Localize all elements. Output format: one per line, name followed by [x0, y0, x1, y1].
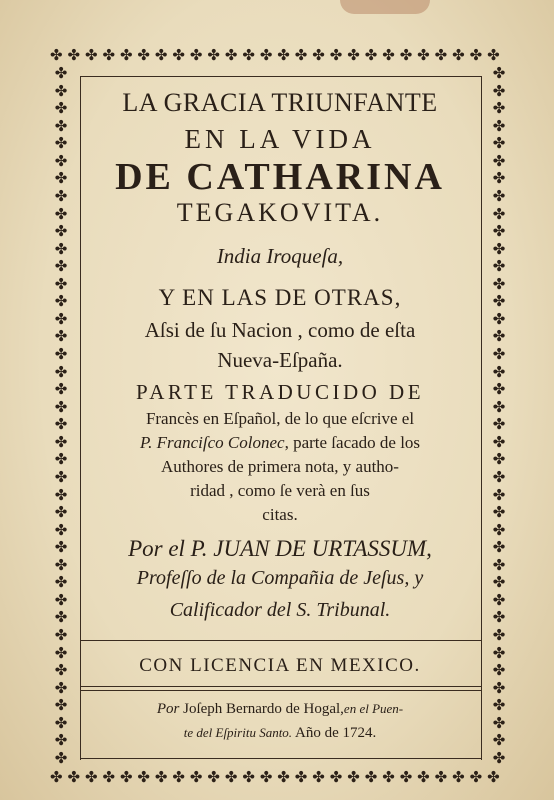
fleuron-ornament-icon: ✤	[67, 767, 81, 786]
subtitle-line-1: Y EN LAS DE OTRAS,	[158, 285, 402, 310]
fleuron-ornament-icon: ✤	[54, 380, 68, 399]
fleuron-ornament-icon: ✤	[207, 45, 220, 64]
fleuron-ornament-icon: ✤	[102, 767, 116, 786]
fleuron-ornament-icon: ✤	[492, 397, 506, 416]
fleuron-ornament-icon: ✤	[154, 45, 168, 64]
fleuron-ornament-icon: ✤	[54, 626, 68, 644]
title-line-4: TEGAKOVITA.	[176, 198, 384, 227]
fleuron-ornament-icon: ✤	[492, 696, 506, 715]
description-line-3: Authores de primera nota, y autho-	[161, 457, 399, 476]
fleuron-ornament-icon: ✤	[492, 169, 506, 188]
fleuron-ornament-icon: ✤	[492, 731, 506, 750]
title-line-1: LA GRACIA TRIUNFANTE	[122, 88, 438, 117]
fleuron-ornament-icon: ✤	[492, 415, 506, 434]
fleuron-ornament-icon: ✤	[207, 767, 220, 786]
fleuron-ornament-icon: ✤	[492, 222, 506, 241]
fleuron-ornament-icon: ✤	[224, 45, 238, 64]
author-line-2: Profeſſo de la Compañia de Jeſus, y	[136, 567, 424, 589]
fleuron-ornament-icon: ✤	[54, 520, 68, 539]
fleuron-ornament-icon: ✤	[492, 643, 506, 662]
rule-above-license	[80, 640, 482, 641]
fleuron-ornament-icon: ✤	[277, 45, 290, 64]
fleuron-ornament-icon: ✤	[492, 239, 506, 258]
fleuron-ornament-icon: ✤	[492, 362, 506, 381]
description-line-2	[82, 434, 478, 451]
fleuron-ornament-icon: ✤	[54, 573, 68, 592]
fleuron-ornament-icon: ✤	[347, 45, 360, 64]
fleuron-ornament-icon: ✤	[54, 99, 68, 118]
fleuron-ornament-icon: ✤	[54, 678, 68, 697]
fleuron-ornament-icon: ✤	[102, 45, 116, 64]
fleuron-ornament-icon: ✤	[137, 767, 150, 786]
fleuron-ornament-icon: ✤	[452, 767, 465, 786]
fleuron-ornament-icon: ✤	[84, 767, 98, 786]
ornament-border-right	[488, 66, 510, 766]
fleuron-ornament-icon: ✤	[54, 66, 68, 82]
fleuron-ornament-icon: ✤	[54, 590, 68, 609]
fleuron-ornament-icon: ✤	[492, 66, 506, 82]
imprint-place-1: en el Puen-	[343, 701, 404, 716]
fleuron-ornament-icon: ✤	[492, 713, 506, 732]
fleuron-ornament-icon: ✤	[277, 767, 290, 786]
fleuron-ornament-icon: ✤	[492, 116, 506, 135]
fleuron-ornament-icon: ✤	[294, 45, 308, 64]
fleuron-ornament-icon: ✤	[347, 767, 360, 786]
imprint-por: Por	[156, 701, 180, 717]
fleuron-ornament-icon: ✤	[492, 204, 506, 223]
subtitle-india: India Iroqueſa,	[216, 244, 344, 268]
fleuron-ornament-icon: ✤	[492, 748, 506, 766]
fleuron-ornament-icon: ✤	[434, 45, 448, 64]
fleuron-ornament-icon: ✤	[154, 767, 168, 786]
fleuron-ornament-icon: ✤	[492, 345, 506, 363]
fleuron-ornament-icon: ✤	[54, 257, 68, 276]
page-stain	[340, 0, 430, 14]
fleuron-ornament-icon: ✤	[492, 186, 506, 205]
fleuron-ornament-icon: ✤	[399, 45, 413, 64]
fleuron-ornament-icon: ✤	[492, 151, 506, 170]
fleuron-ornament-icon: ✤	[54, 748, 68, 766]
description-line-5: citas.	[262, 505, 298, 524]
fleuron-ornament-icon: ✤	[487, 767, 500, 786]
author-line-3: Calificador del S. Tribunal.	[169, 599, 391, 621]
fleuron-ornament-icon: ✤	[492, 309, 506, 328]
fleuron-ornament-icon: ✤	[67, 45, 81, 64]
fleuron-ornament-icon: ✤	[492, 608, 506, 627]
fleuron-ornament-icon: ✤	[294, 767, 308, 786]
fleuron-ornament-icon: ✤	[54, 292, 68, 311]
imprint-year: Año de 1724.	[295, 725, 377, 741]
license-line: CON LICENCIA EN MEXICO.	[139, 655, 421, 676]
fleuron-ornament-icon: ✤	[54, 713, 68, 732]
fleuron-ornament-icon: ✤	[54, 467, 68, 486]
fleuron-ornament-icon: ✤	[54, 432, 68, 451]
fleuron-ornament-icon: ✤	[54, 169, 68, 188]
fleuron-ornament-icon: ✤	[382, 767, 395, 786]
fleuron-ornament-icon: ✤	[312, 767, 325, 786]
fleuron-ornament-icon: ✤	[84, 45, 98, 64]
fleuron-ornament-icon: ✤	[54, 274, 68, 293]
fleuron-ornament-icon: ✤	[492, 99, 506, 118]
imprint-line-1	[82, 702, 478, 717]
fleuron-ornament-icon: ✤	[224, 767, 238, 786]
fleuron-ornament-icon: ✤	[469, 767, 483, 786]
fleuron-ornament-icon: ✤	[54, 327, 68, 346]
fleuron-ornament-icon: ✤	[54, 186, 68, 205]
fleuron-ornament-icon: ✤	[364, 767, 378, 786]
fleuron-ornament-icon: ✤	[54, 309, 68, 328]
fleuron-ornament-icon: ✤	[54, 555, 68, 574]
fleuron-ornament-icon: ✤	[54, 485, 68, 504]
fleuron-ornament-icon: ✤	[54, 204, 68, 223]
fleuron-ornament-icon: ✤	[54, 151, 68, 170]
fleuron-ornament-icon: ✤	[492, 327, 506, 346]
fleuron-ornament-icon: ✤	[54, 608, 68, 627]
fleuron-ornament-icon: ✤	[54, 503, 68, 522]
fleuron-ornament-icon: ✤	[492, 520, 506, 539]
description-line-1: Francès en Eſpañol, de lo que eſcrive el	[145, 409, 415, 428]
fleuron-ornament-icon: ✤	[492, 626, 506, 644]
fleuron-ornament-icon: ✤	[242, 45, 255, 64]
fleuron-ornament-icon: ✤	[452, 45, 465, 64]
fleuron-ornament-icon: ✤	[50, 767, 63, 786]
fleuron-ornament-icon: ✤	[119, 45, 133, 64]
title-line-2: EN LA VIDA	[184, 124, 376, 154]
ornament-border-top	[50, 44, 500, 66]
fleuron-ornament-icon: ✤	[54, 345, 68, 363]
fleuron-ornament-icon: ✤	[492, 292, 506, 311]
fleuron-ornament-icon: ✤	[54, 81, 68, 100]
fleuron-ornament-icon: ✤	[137, 45, 150, 64]
fleuron-ornament-icon: ✤	[492, 538, 506, 557]
imprint-place-2: te del Eſpiritu Santo.	[183, 725, 293, 740]
fleuron-ornament-icon: ✤	[492, 450, 506, 469]
fleuron-ornament-icon: ✤	[492, 503, 506, 522]
title-line-3: DE CATHARINA	[115, 156, 445, 198]
fleuron-ornament-icon: ✤	[492, 81, 506, 100]
fleuron-ornament-icon: ✤	[364, 45, 378, 64]
translator-name: P. Franciſco Colonec	[139, 433, 285, 452]
description-heading: PARTE TRADUCIDO DE	[135, 380, 425, 404]
fleuron-ornament-icon: ✤	[54, 538, 68, 557]
fleuron-ornament-icon: ✤	[399, 767, 413, 786]
fleuron-ornament-icon: ✤	[329, 767, 343, 786]
fleuron-ornament-icon: ✤	[50, 45, 63, 64]
fleuron-ornament-icon: ✤	[54, 362, 68, 381]
fleuron-ornament-icon: ✤	[492, 573, 506, 592]
fleuron-ornament-icon: ✤	[54, 643, 68, 662]
ornament-border-bottom	[50, 766, 500, 788]
rule-top	[80, 76, 482, 77]
fleuron-ornament-icon: ✤	[54, 731, 68, 750]
fleuron-ornament-icon: ✤	[189, 45, 203, 64]
fleuron-ornament-icon: ✤	[172, 45, 185, 64]
fleuron-ornament-icon: ✤	[492, 485, 506, 504]
subtitle-line-2: Aſsi de ſu Nacion , como de eſta	[144, 318, 416, 342]
fleuron-ornament-icon: ✤	[492, 678, 506, 697]
fleuron-ornament-icon: ✤	[54, 450, 68, 469]
fleuron-ornament-icon: ✤	[492, 661, 506, 680]
fleuron-ornament-icon: ✤	[487, 45, 500, 64]
fleuron-ornament-icon: ✤	[492, 380, 506, 399]
fleuron-ornament-icon: ✤	[119, 767, 133, 786]
fleuron-ornament-icon: ✤	[492, 590, 506, 609]
fleuron-ornament-icon: ✤	[492, 467, 506, 486]
fleuron-ornament-icon: ✤	[54, 661, 68, 680]
description-line-4: ridad , como ſe verà en ſus	[190, 481, 370, 500]
fleuron-ornament-icon: ✤	[242, 767, 255, 786]
fleuron-ornament-icon: ✤	[329, 45, 343, 64]
fleuron-ornament-icon: ✤	[492, 257, 506, 276]
description-line-2-rest: , parte ſacado de los	[284, 433, 421, 452]
subtitle-line-3: Nueva-Eſpaña.	[217, 348, 343, 372]
fleuron-ornament-icon: ✤	[492, 134, 506, 153]
rule-bottom	[80, 758, 482, 759]
imprint-printer: Joſeph Bernardo de Hogal,	[183, 701, 344, 717]
fleuron-ornament-icon: ✤	[54, 134, 68, 153]
fleuron-ornament-icon: ✤	[189, 767, 203, 786]
fleuron-ornament-icon: ✤	[492, 274, 506, 293]
ornament-border-left	[50, 66, 72, 766]
imprint-line-2	[82, 726, 478, 741]
fleuron-ornament-icon: ✤	[259, 45, 273, 64]
fleuron-ornament-icon: ✤	[54, 397, 68, 416]
fleuron-ornament-icon: ✤	[382, 45, 395, 64]
rule-above-imprint	[80, 686, 482, 691]
fleuron-ornament-icon: ✤	[54, 222, 68, 241]
fleuron-ornament-icon: ✤	[54, 415, 68, 434]
fleuron-ornament-icon: ✤	[312, 45, 325, 64]
fleuron-ornament-icon: ✤	[434, 767, 448, 786]
fleuron-ornament-icon: ✤	[417, 45, 430, 64]
fleuron-ornament-icon: ✤	[469, 45, 483, 64]
author-line-1: Por el P. JUAN DE URTASSUM,	[128, 536, 432, 561]
fleuron-ornament-icon: ✤	[492, 432, 506, 451]
fleuron-ornament-icon: ✤	[172, 767, 185, 786]
fleuron-ornament-icon: ✤	[54, 696, 68, 715]
fleuron-ornament-icon: ✤	[54, 116, 68, 135]
fleuron-ornament-icon: ✤	[54, 239, 68, 258]
fleuron-ornament-icon: ✤	[259, 767, 273, 786]
fleuron-ornament-icon: ✤	[492, 555, 506, 574]
fleuron-ornament-icon: ✤	[417, 767, 430, 786]
